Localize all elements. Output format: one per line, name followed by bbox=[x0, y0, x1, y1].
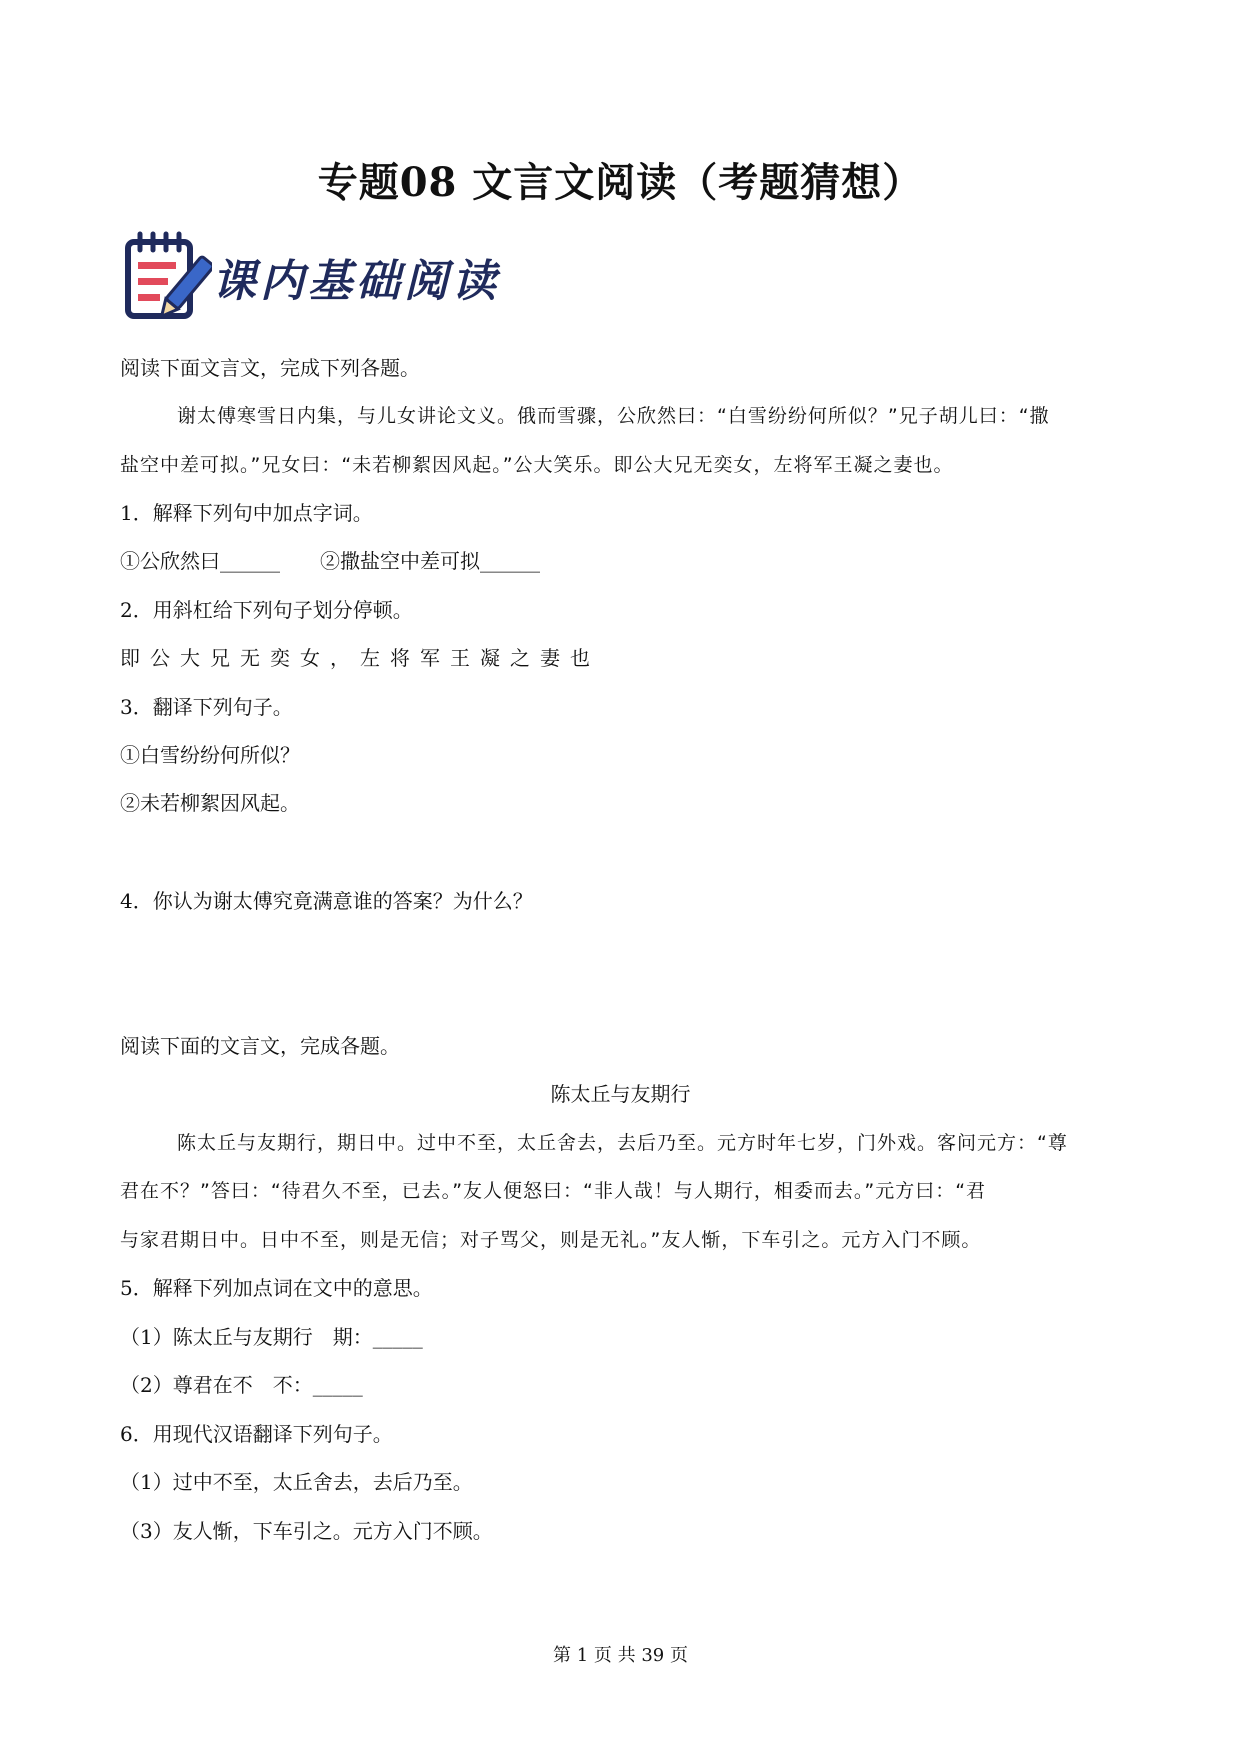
part2-passage-line-2: 君在不？”答曰：“待君久不至，已去。”友人便怒曰：“非人哉！与人期行，相委而去。”元方曰：“君 bbox=[120, 1180, 987, 1202]
question-5-item-1: （1）陈太丘与友期行 期：_____ bbox=[120, 1325, 423, 1349]
part1-passage-line-2: 盐空中差可拟。”兄女曰：“未若柳絮因风起。”公大笑乐。即公大兄无奕女，左将军王凝之妻也。 bbox=[120, 454, 954, 476]
question-2-sentence: 即公大兄无奕女，左将军王凝之妻也 bbox=[120, 646, 600, 670]
question-4: 4．你认为谢太傅究竟满意谁的答案？为什么？ bbox=[120, 889, 533, 913]
question-6-item-3: （3）友人惭，下车引之。元方入门不顾。 bbox=[120, 1519, 493, 1543]
section-banner bbox=[122, 228, 522, 328]
question-3-item-1: ①白雪纷纷何所似？ bbox=[120, 743, 300, 767]
question-2: 2．用斜杠给下列句子划分停顿。 bbox=[120, 598, 413, 622]
notepad-pencil-icon bbox=[122, 228, 212, 326]
part1-passage-line-1: 谢太傅寒雪日内集，与儿女讲论文义。俄而雪骤，公欣然曰：“白雪纷纷何所似？”兄子胡儿曰：“撒 bbox=[177, 405, 1050, 427]
question-1: 1．解释下列句中加点字词。 bbox=[120, 501, 373, 525]
question-6-item-1: （1）过中不至，太丘舍去，去后乃至。 bbox=[120, 1470, 473, 1494]
page-footer: 第 1 页 共 39 页 bbox=[553, 1645, 688, 1666]
question-6: 6．用现代汉语翻译下列句子。 bbox=[120, 1422, 393, 1446]
question-3-item-2: ②未若柳絮因风起。 bbox=[120, 791, 300, 815]
question-1-items: ①公欣然曰______ ②撒盐空中差可拟______ bbox=[120, 549, 540, 573]
part2-instruction: 阅读下面的文言文，完成各题。 bbox=[120, 1034, 400, 1058]
part2-passage-line-3: 与家君期日中。日中不至，则是无信；对子骂父，则是无礼。”友人惭，下车引之。元方入门不顾。 bbox=[120, 1229, 982, 1251]
part2-passage-line-1: 陈太丘与友期行，期日中。过中不至，太丘舍去，去后乃至。元方时年七岁，门外戏。客问元方：“尊 bbox=[177, 1132, 1068, 1154]
question-5: 5．解释下列加点词在文中的意思。 bbox=[120, 1276, 433, 1300]
question-5-item-2: （2）尊君在不 不：_____ bbox=[120, 1373, 363, 1397]
part2-passage-title: 陈太丘与友期行 bbox=[550, 1082, 691, 1106]
section-banner-label: 课内基础阅读 bbox=[212, 256, 500, 307]
page-title: 专题08 文言文阅读（考题猜想） bbox=[317, 159, 924, 206]
part1-instruction: 阅读下面文言文，完成下列各题。 bbox=[120, 356, 420, 380]
question-3: 3．翻译下列句子。 bbox=[120, 695, 293, 719]
